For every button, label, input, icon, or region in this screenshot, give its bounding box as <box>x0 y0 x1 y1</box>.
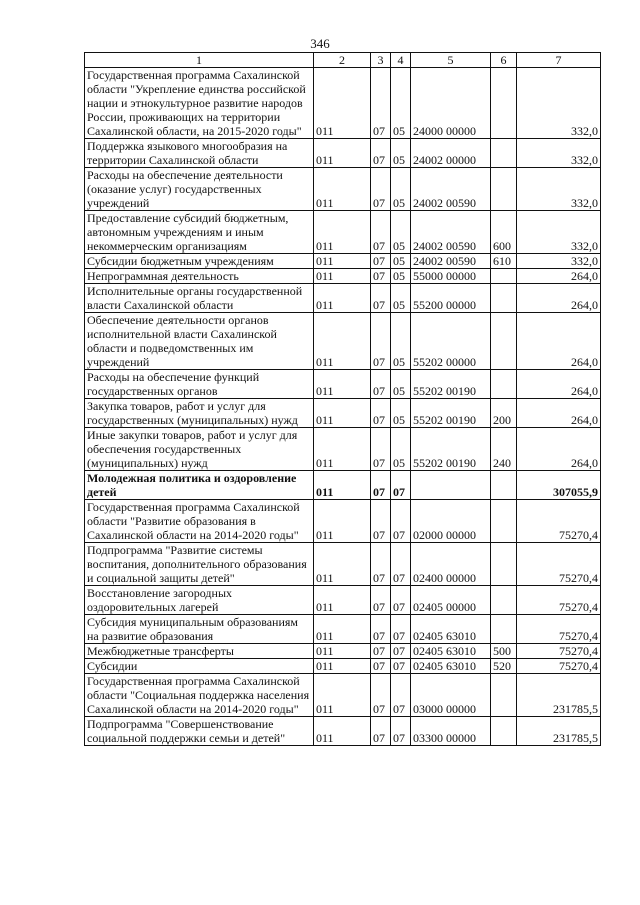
table-row <box>85 313 601 370</box>
section-cell: 07 <box>371 399 391 428</box>
expense-type-cell <box>491 370 517 399</box>
amount-cell: 307055,9 <box>517 471 601 500</box>
target-article-cell: 02405 63010 <box>411 615 491 644</box>
table-row <box>85 139 601 168</box>
section-cell: 07 <box>371 543 391 586</box>
row-name-cell: Молодежная политика и оздоровление детей <box>85 471 314 500</box>
table-row <box>85 717 601 746</box>
row-name-cell: Непрограммная деятельность <box>85 269 314 284</box>
amount-cell: 332,0 <box>517 68 601 139</box>
amount-cell: 264,0 <box>517 269 601 284</box>
expense-type-cell <box>491 586 517 615</box>
section-cell: 07 <box>371 269 391 284</box>
row-name-cell: Поддержка языкового многообразия на территории Сахалинской области <box>85 139 314 168</box>
row-name-cell: Государственная программа Сахалинской области "Укрепление единства российской нации и этнокультурное развитие народов России, проживающих на территории Сахалинской области, на 2015-2020 годы" <box>85 68 314 139</box>
admin-code-cell: 011 <box>314 254 371 269</box>
row-name-cell: Государственная программа Сахалинской области "Социальная поддержка населения Сахалинской области на 2014-2020 годы" <box>85 674 314 717</box>
subsection-cell: 07 <box>391 717 411 746</box>
section-cell: 07 <box>371 471 391 500</box>
target-article-cell: 55202 00000 <box>411 313 491 370</box>
row-name-cell: Расходы на обеспечение деятельности (оказание услуг) государственных учреждений <box>85 168 314 211</box>
target-article-cell: 02000 00000 <box>411 500 491 543</box>
expense-type-cell <box>491 615 517 644</box>
section-cell: 07 <box>371 313 391 370</box>
row-name-cell: Предоставление субсидий бюджетным, автономным учреждениям и иным некоммерческим организациям <box>85 211 314 254</box>
amount-cell: 75270,4 <box>517 659 601 674</box>
table-row <box>85 284 601 313</box>
amount-cell: 264,0 <box>517 370 601 399</box>
subsection-cell: 05 <box>391 399 411 428</box>
amount-cell: 231785,5 <box>517 674 601 717</box>
amount-cell: 332,0 <box>517 254 601 269</box>
expense-type-cell <box>491 471 517 500</box>
row-name-cell: Субсидии <box>85 659 314 674</box>
subsection-cell: 07 <box>391 615 411 644</box>
section-cell: 07 <box>371 615 391 644</box>
subsection-cell: 07 <box>391 644 411 659</box>
header-col-7: 7 <box>517 53 601 68</box>
target-article-cell: 24002 00590 <box>411 211 491 254</box>
admin-code-cell: 011 <box>314 139 371 168</box>
subsection-cell: 05 <box>391 254 411 269</box>
expense-type-cell: 240 <box>491 428 517 471</box>
row-name-cell: Государственная программа Сахалинской области "Развитие образования в Сахалинской области на 2014-2020 годы" <box>85 500 314 543</box>
subsection-cell: 05 <box>391 284 411 313</box>
table-row <box>85 399 601 428</box>
admin-code-cell: 011 <box>314 399 371 428</box>
header-col-2: 2 <box>314 53 371 68</box>
target-article-cell <box>411 471 491 500</box>
expense-type-cell <box>491 284 517 313</box>
section-cell: 07 <box>371 674 391 717</box>
target-article-cell: 24002 00590 <box>411 168 491 211</box>
expense-type-cell: 610 <box>491 254 517 269</box>
section-cell: 07 <box>371 717 391 746</box>
subsection-cell: 05 <box>391 370 411 399</box>
target-article-cell: 55202 00190 <box>411 399 491 428</box>
admin-code-cell: 011 <box>314 586 371 615</box>
table-body <box>85 68 601 746</box>
expense-type-cell <box>491 139 517 168</box>
admin-code-cell: 011 <box>314 284 371 313</box>
row-name-cell: Межбюджетные трансферты <box>85 644 314 659</box>
target-article-cell: 02405 63010 <box>411 644 491 659</box>
target-article-cell: 02405 63010 <box>411 659 491 674</box>
target-article-cell: 55000 00000 <box>411 269 491 284</box>
section-cell: 07 <box>371 211 391 254</box>
section-cell: 07 <box>371 428 391 471</box>
budget-table <box>84 52 601 746</box>
table-row <box>85 168 601 211</box>
admin-code-cell: 011 <box>314 269 371 284</box>
admin-code-cell: 011 <box>314 313 371 370</box>
expense-type-cell <box>491 674 517 717</box>
section-cell: 07 <box>371 586 391 615</box>
subsection-cell: 05 <box>391 68 411 139</box>
amount-cell: 264,0 <box>517 313 601 370</box>
expense-type-cell <box>491 500 517 543</box>
target-article-cell: 55200 00000 <box>411 284 491 313</box>
admin-code-cell: 011 <box>314 674 371 717</box>
amount-cell: 332,0 <box>517 168 601 211</box>
row-name-cell: Закупка товаров, работ и услуг для государственных (муниципальных) нужд <box>85 399 314 428</box>
subsection-cell: 05 <box>391 168 411 211</box>
amount-cell: 264,0 <box>517 284 601 313</box>
subsection-cell: 07 <box>391 543 411 586</box>
section-cell: 07 <box>371 659 391 674</box>
target-article-cell: 24000 00000 <box>411 68 491 139</box>
target-article-cell: 02405 00000 <box>411 586 491 615</box>
subsection-cell: 05 <box>391 139 411 168</box>
table-row <box>85 254 601 269</box>
table-row <box>85 644 601 659</box>
admin-code-cell: 011 <box>314 543 371 586</box>
header-col-3: 3 <box>371 53 391 68</box>
section-cell: 07 <box>371 284 391 313</box>
section-cell: 07 <box>371 370 391 399</box>
section-cell: 07 <box>371 254 391 269</box>
expense-type-cell: 200 <box>491 399 517 428</box>
expense-type-cell <box>491 717 517 746</box>
section-cell: 07 <box>371 644 391 659</box>
page-number: 346 <box>310 36 330 51</box>
subsection-cell: 07 <box>391 500 411 543</box>
subsection-cell: 07 <box>391 471 411 500</box>
target-article-cell: 24002 00590 <box>411 254 491 269</box>
admin-code-cell: 011 <box>314 68 371 139</box>
amount-cell: 75270,4 <box>517 543 601 586</box>
target-article-cell: 55202 00190 <box>411 370 491 399</box>
target-article-cell: 24002 00000 <box>411 139 491 168</box>
table-row <box>85 543 601 586</box>
subsection-cell: 07 <box>391 659 411 674</box>
table-row <box>85 471 601 500</box>
expense-type-cell: 520 <box>491 659 517 674</box>
expense-type-cell <box>491 269 517 284</box>
admin-code-cell: 011 <box>314 428 371 471</box>
subsection-cell: 07 <box>391 674 411 717</box>
amount-cell: 231785,5 <box>517 717 601 746</box>
amount-cell: 75270,4 <box>517 615 601 644</box>
target-article-cell: 03000 00000 <box>411 674 491 717</box>
header-col-5: 5 <box>411 53 491 68</box>
admin-code-cell: 011 <box>314 500 371 543</box>
row-name-cell: Подпрограмма "Совершенствование социальной поддержки семьи и детей" <box>85 717 314 746</box>
row-name-cell: Расходы на обеспечение функций государственных органов <box>85 370 314 399</box>
expense-type-cell <box>491 543 517 586</box>
target-article-cell: 02400 00000 <box>411 543 491 586</box>
row-name-cell: Подпрограмма "Развитие системы воспитания, дополнительного образования и социальной защиты детей" <box>85 543 314 586</box>
admin-code-cell: 011 <box>314 659 371 674</box>
subsection-cell: 05 <box>391 313 411 370</box>
row-name-cell: Субсидия муниципальным образованиям на развитие образования <box>85 615 314 644</box>
expense-type-cell <box>491 168 517 211</box>
amount-cell: 264,0 <box>517 399 601 428</box>
row-name-cell: Субсидии бюджетным учреждениям <box>85 254 314 269</box>
section-cell: 07 <box>371 139 391 168</box>
amount-cell: 75270,4 <box>517 500 601 543</box>
expense-type-cell: 600 <box>491 211 517 254</box>
expense-type-cell <box>491 68 517 139</box>
subsection-cell: 05 <box>391 269 411 284</box>
expense-type-cell: 500 <box>491 644 517 659</box>
section-cell: 07 <box>371 168 391 211</box>
table-row <box>85 68 601 139</box>
target-article-cell: 03300 00000 <box>411 717 491 746</box>
amount-cell: 332,0 <box>517 139 601 168</box>
expense-type-cell <box>491 313 517 370</box>
row-name-cell: Исполнительные органы государственной власти Сахалинской области <box>85 284 314 313</box>
admin-code-cell: 011 <box>314 615 371 644</box>
table-row <box>85 500 601 543</box>
admin-code-cell: 011 <box>314 168 371 211</box>
amount-cell: 332,0 <box>517 211 601 254</box>
row-name-cell: Иные закупки товаров, работ и услуг для обеспечения государственных (муниципальных) нужд <box>85 428 314 471</box>
header-col-1: 1 <box>85 53 314 68</box>
table-row <box>85 586 601 615</box>
table-row <box>85 428 601 471</box>
admin-code-cell: 011 <box>314 471 371 500</box>
table-row <box>85 211 601 254</box>
amount-cell: 75270,4 <box>517 586 601 615</box>
section-cell: 07 <box>371 68 391 139</box>
table-row <box>85 659 601 674</box>
subsection-cell: 05 <box>391 211 411 254</box>
row-name-cell: Восстановление загородных оздоровительных лагерей <box>85 586 314 615</box>
admin-code-cell: 011 <box>314 211 371 254</box>
subsection-cell: 05 <box>391 428 411 471</box>
admin-code-cell: 011 <box>314 717 371 746</box>
subsection-cell: 07 <box>391 586 411 615</box>
amount-cell: 75270,4 <box>517 644 601 659</box>
target-article-cell: 55202 00190 <box>411 428 491 471</box>
admin-code-cell: 011 <box>314 370 371 399</box>
header-row <box>85 53 601 68</box>
section-cell: 07 <box>371 500 391 543</box>
table-row <box>85 370 601 399</box>
header-col-6: 6 <box>491 53 517 68</box>
row-name-cell: Обеспечение деятельности органов исполнительной власти Сахалинской области и подведомственных им учреждений <box>85 313 314 370</box>
amount-cell: 264,0 <box>517 428 601 471</box>
table-row <box>85 615 601 644</box>
table-row <box>85 269 601 284</box>
admin-code-cell: 011 <box>314 644 371 659</box>
header-col-4: 4 <box>391 53 411 68</box>
table-row <box>85 674 601 717</box>
